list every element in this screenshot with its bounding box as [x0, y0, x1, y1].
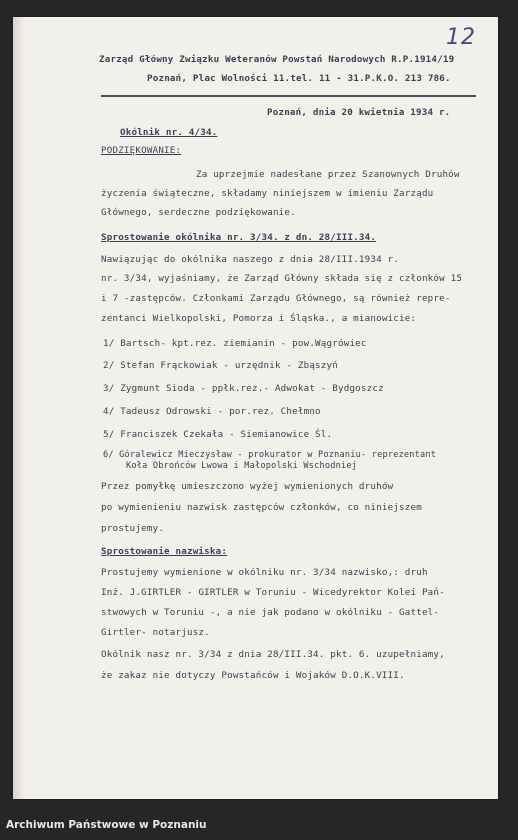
- document-page: [13, 17, 498, 799]
- folio-number: 12: [446, 25, 476, 50]
- text-line: nr. 3/34, wyjaśniamy, że Zarząd Główny składa się z członków 15: [101, 273, 463, 284]
- text-line: Girtler- notarjusz.: [101, 627, 210, 638]
- member-item: 1/ Bartsch- kpt.rez. ziemianin - pow.Wągrówiec: [103, 338, 367, 349]
- member-item: 5/ Franciszek Czekała - Siemianowice Śl.: [103, 429, 333, 440]
- section-heading-name-correction: Sprostowanie nazwiska:: [101, 546, 228, 557]
- text-line: Za uprzejmie nadesłane przez Szanownych Druhów: [196, 169, 460, 180]
- text-line: że zakaz nie dotyczy Powstańców i Wojaków D.O.K.VIII.: [101, 670, 405, 681]
- text-line: Prostujemy wymienione w okólniku nr. 3/34 nazwisko,: druh: [101, 567, 428, 578]
- section-heading-correction: Sprostowanie okólnika nr. 3/34. z dn. 28/III.34.: [101, 232, 377, 243]
- text-line: Głównego, serdeczne podziękowanie.: [101, 207, 296, 218]
- section-heading-thanks: PODZIĘKOWANIE:: [101, 145, 182, 156]
- letterhead-rule: [101, 95, 476, 97]
- place-date: Poznań, dnia 20 kwietnia 1934 r.: [267, 107, 451, 118]
- text-line: prostujemy.: [101, 523, 165, 534]
- member-item: 3/ Zygmunt Sioda - ppłk.rez.- Adwokat - Bydgoszcz: [103, 383, 384, 394]
- member-item-continuation: Koła Obrońców Lwowa i Małopolski Wschodniej: [126, 461, 358, 471]
- text-line: po wymienieniu nazwisk zastępców członków, co niniejszem: [101, 502, 422, 513]
- page-binding-edge: [13, 17, 23, 799]
- circular-title: Okólnik nr. 4/34.: [120, 127, 218, 138]
- text-line: Nawiązując do okólnika naszego z dnia 28/III.1934 r.: [101, 254, 400, 265]
- member-item: 4/ Tadeusz Odrowski - por.rez. Chełmno: [103, 406, 321, 417]
- viewer-footer: [0, 810, 518, 840]
- archive-label: Archiwum Państwowe w Poznaniu: [6, 819, 207, 831]
- text-line: i 7 -zastępców. Członkami Zarządu Głównego, są również repre-: [101, 293, 451, 304]
- letterhead-line-2: Poznań, Plac Wolności 11.tel. 11 - 31.P.K.O. 213 786.: [147, 73, 451, 84]
- text-line: Inż. J.GIRTLER - GIRTLER w Toruniu - Wicedyrektor Kolei Pań-: [101, 587, 445, 598]
- text-line: zentanci Wielkopolski, Pomorza i Śląska., a mianowicie:: [101, 313, 417, 324]
- text-line: Okólnik nasz nr. 3/34 z dnia 28/III.34. pkt. 6. uzupełniamy,: [101, 649, 445, 660]
- text-line: stwowych w Toruniu -, a nie jak podano w okólniku - Gattel-: [101, 607, 440, 618]
- text-line: życzenia świąteczne, składamy niniejszem w imieniu Zarządu: [101, 188, 434, 199]
- member-item: 2/ Stefan Frąckowiak - urzędnik - Zbąszyń: [103, 360, 338, 371]
- text-line: Przez pomyłkę umieszczono wyżej wymienionych druhów: [101, 481, 394, 492]
- letterhead-line-1: Zarząd Główny Związku Weteranów Powstań Narodowych R.P.1914/19: [99, 54, 455, 65]
- member-item: 6/ Góralewicz Mieczysław - prokurator w Poznaniu- reprezentant: [103, 450, 437, 460]
